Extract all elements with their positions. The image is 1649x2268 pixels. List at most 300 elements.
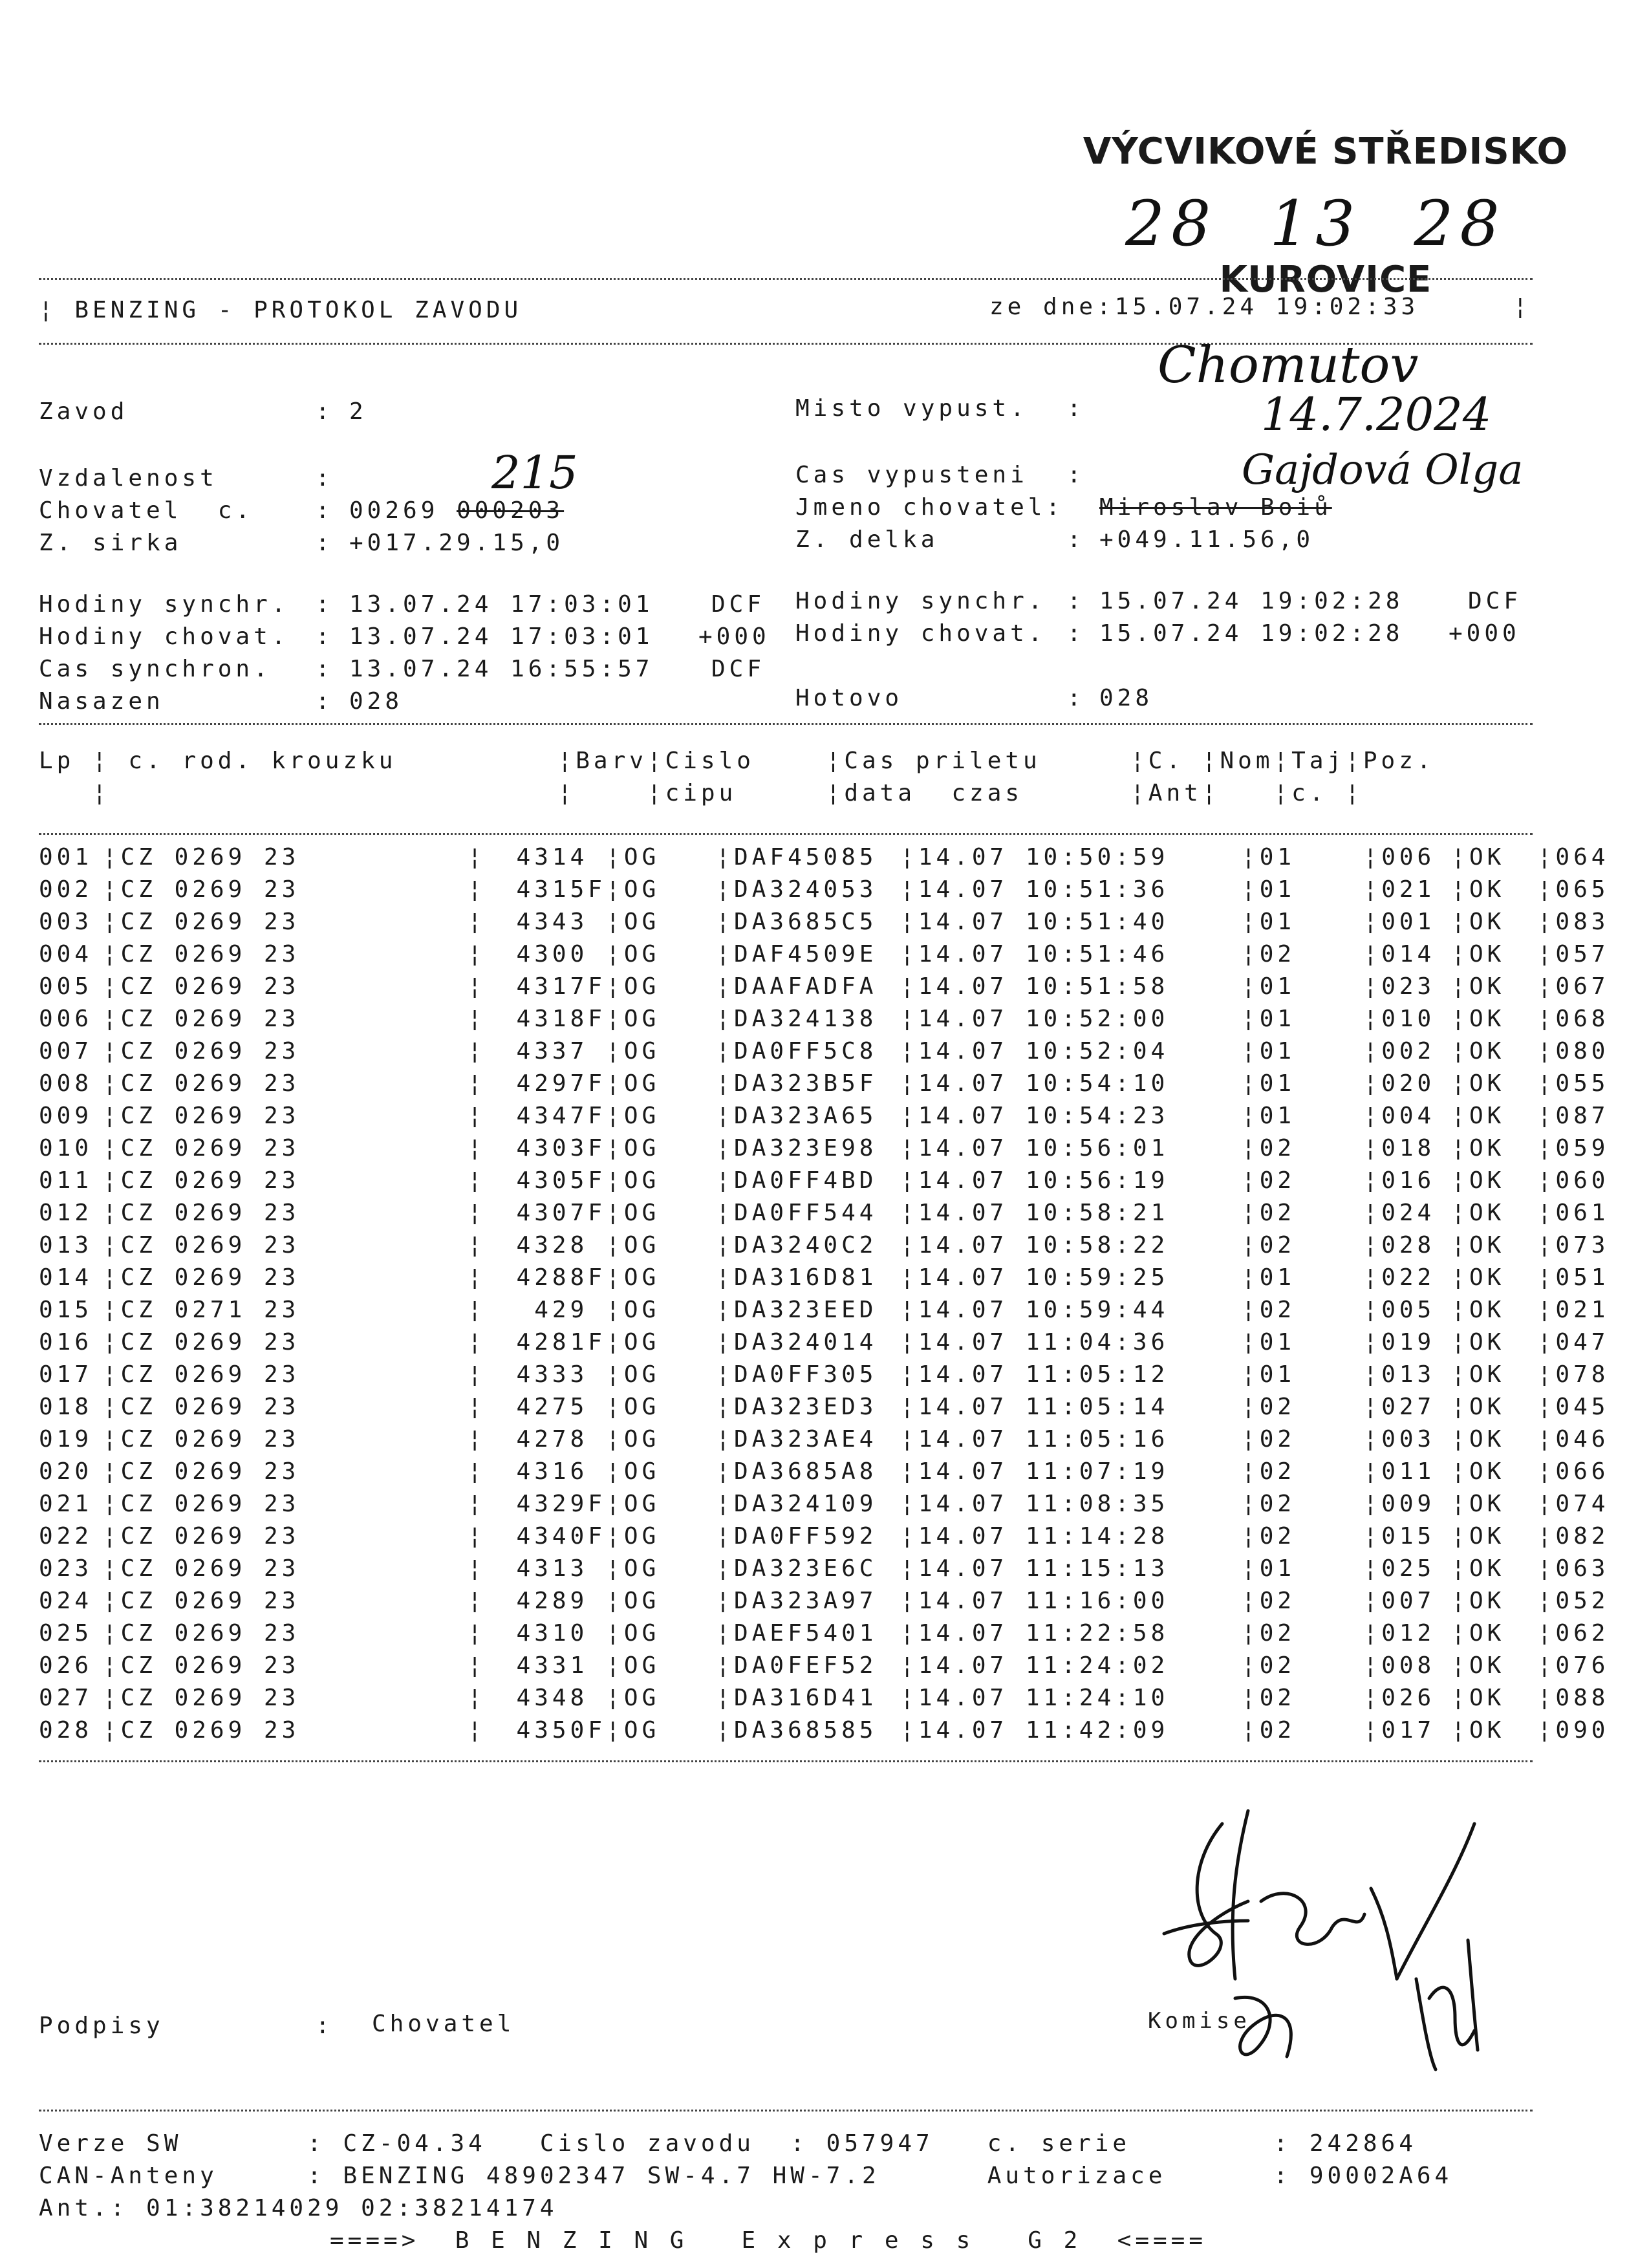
cell-ring-prefix: CZ 0269 23 bbox=[120, 1231, 300, 1258]
cell-ring-number: 4314 bbox=[516, 843, 606, 870]
cell-nom: 019 bbox=[1381, 1328, 1436, 1355]
cell-separator: ¦ bbox=[468, 1361, 486, 1388]
cell-separator: ¦ bbox=[1241, 1037, 1260, 1064]
cell-separator: ¦ bbox=[468, 1102, 486, 1129]
cell-antenna: 02 bbox=[1259, 1522, 1296, 1550]
cell-ring-prefix: CZ 0269 23 bbox=[120, 843, 300, 870]
cell-separator: ¦ bbox=[605, 1328, 624, 1355]
cell-separator: ¦ bbox=[1450, 1296, 1469, 1323]
cell-color: OG bbox=[623, 1393, 660, 1420]
cell-lp: 008 bbox=[39, 1070, 93, 1097]
cell-color: OG bbox=[623, 1005, 660, 1032]
cell-nom: 027 bbox=[1381, 1393, 1436, 1420]
cell-position: 051 bbox=[1555, 1264, 1610, 1291]
cell-position: 083 bbox=[1555, 908, 1610, 935]
cell-antenna: 01 bbox=[1259, 973, 1296, 1000]
cell-separator: ¦ bbox=[1537, 1134, 1556, 1161]
cell-separator: ¦ bbox=[468, 1005, 486, 1032]
sync-left-sep-2: : bbox=[316, 656, 334, 682]
cell-ring-number: 4329F bbox=[516, 1490, 606, 1517]
cell-separator: ¦ bbox=[1450, 1361, 1469, 1388]
cell-position: 063 bbox=[1555, 1555, 1610, 1582]
cell-arrival-time: 14.07 11:42:09 bbox=[918, 1716, 1169, 1744]
cell-arrival-time: 14.07 11:24:02 bbox=[918, 1652, 1169, 1679]
misto-vypust-sep: : bbox=[1067, 395, 1085, 422]
cell-separator: ¦ bbox=[1241, 1684, 1260, 1711]
cell-separator: ¦ bbox=[102, 1296, 121, 1323]
cas-vypusteni-label: Cas vypusteni bbox=[795, 462, 1028, 488]
cell-separator: ¦ bbox=[605, 1393, 624, 1420]
chovatel-struck: 000203 bbox=[457, 497, 565, 524]
cell-chip-id: DA316D41 bbox=[734, 1684, 878, 1711]
cell-separator: ¦ bbox=[605, 1619, 624, 1647]
cell-separator: ¦ bbox=[1241, 1393, 1260, 1420]
cell-arrival-time: 14.07 10:59:44 bbox=[918, 1296, 1169, 1323]
cell-separator: ¦ bbox=[468, 1522, 486, 1550]
cell-color: OG bbox=[623, 1619, 660, 1647]
cell-separator: ¦ bbox=[1363, 843, 1381, 870]
table-row bbox=[39, 1423, 1649, 1455]
cell-separator: ¦ bbox=[1450, 1005, 1469, 1032]
cell-arrival-time: 14.07 10:54:23 bbox=[918, 1102, 1169, 1129]
cell-separator: ¦ bbox=[605, 1522, 624, 1550]
cell-arrival-time: 14.07 10:50:59 bbox=[918, 843, 1169, 870]
cell-separator: ¦ bbox=[1241, 1458, 1260, 1485]
cell-separator: ¦ bbox=[1363, 1005, 1381, 1032]
cell-taj: OK bbox=[1469, 1652, 1505, 1679]
date-value: 15.07.24 19:02:33 bbox=[1114, 294, 1419, 320]
cell-arrival-time: 14.07 10:51:46 bbox=[918, 940, 1169, 967]
cell-separator: ¦ bbox=[605, 1005, 624, 1032]
cell-separator: ¦ bbox=[1450, 1716, 1469, 1744]
cell-nom: 001 bbox=[1381, 908, 1436, 935]
cell-chip-id: DA323E98 bbox=[734, 1134, 878, 1161]
cell-separator: ¦ bbox=[605, 973, 624, 1000]
cell-antenna: 02 bbox=[1259, 1393, 1296, 1420]
cell-separator: ¦ bbox=[1241, 1167, 1260, 1194]
cell-position: 062 bbox=[1555, 1619, 1610, 1647]
cell-separator: ¦ bbox=[102, 1619, 121, 1647]
cell-lp: 016 bbox=[39, 1328, 93, 1355]
cell-separator: ¦ bbox=[1537, 1684, 1556, 1711]
cell-position: 088 bbox=[1555, 1684, 1610, 1711]
cell-separator: ¦ bbox=[1241, 1231, 1260, 1258]
cell-separator: ¦ bbox=[1241, 1522, 1260, 1550]
cell-ring-number: 4278 bbox=[516, 1425, 606, 1453]
table-row bbox=[39, 1681, 1649, 1714]
cell-chip-id: DA0FF305 bbox=[734, 1361, 878, 1388]
komise-label: Komise bbox=[1148, 2008, 1251, 2034]
cell-separator: ¦ bbox=[1450, 876, 1469, 903]
cell-separator: ¦ bbox=[102, 1070, 121, 1097]
cell-separator: ¦ bbox=[468, 1716, 486, 1744]
table-row bbox=[39, 841, 1649, 873]
cell-separator: ¦ bbox=[716, 973, 734, 1000]
cell-separator: ¦ bbox=[900, 1199, 918, 1226]
footer-line-3: Ant.: 01:38214029 02:38214174 bbox=[39, 2195, 558, 2221]
cell-separator: ¦ bbox=[1363, 1587, 1381, 1614]
cell-taj: OK bbox=[1469, 1425, 1505, 1453]
cell-separator: ¦ bbox=[102, 973, 121, 1000]
cell-separator: ¦ bbox=[1363, 1490, 1381, 1517]
cell-separator: ¦ bbox=[1241, 940, 1260, 967]
protocol-date bbox=[989, 291, 1419, 323]
cell-nom: 017 bbox=[1381, 1716, 1436, 1744]
cell-lp: 002 bbox=[39, 876, 93, 903]
cell-antenna: 01 bbox=[1259, 1328, 1296, 1355]
cell-separator: ¦ bbox=[102, 940, 121, 967]
cell-separator: ¦ bbox=[900, 1684, 918, 1711]
cell-separator: ¦ bbox=[1537, 1393, 1556, 1420]
cell-nom: 016 bbox=[1381, 1167, 1436, 1194]
cell-ring-prefix: CZ 0269 23 bbox=[120, 1684, 300, 1711]
cell-separator: ¦ bbox=[605, 1167, 624, 1194]
cell-separator: ¦ bbox=[900, 876, 918, 903]
cell-antenna: 02 bbox=[1259, 1458, 1296, 1485]
sync-left-value-0: 13.07.24 17:03:01 bbox=[349, 591, 654, 618]
cell-separator: ¦ bbox=[716, 1522, 734, 1550]
cell-ring-number: 4297F bbox=[516, 1070, 606, 1097]
cell-position: 074 bbox=[1555, 1490, 1610, 1517]
cell-separator: ¦ bbox=[716, 1328, 734, 1355]
cell-separator: ¦ bbox=[716, 1716, 734, 1744]
cell-separator: ¦ bbox=[102, 1134, 121, 1161]
z-sirka-value: +017.29.15,0 bbox=[349, 530, 565, 556]
z-delka-value: +049.11.56,0 bbox=[1099, 526, 1315, 553]
cell-chip-id: DA0FEF52 bbox=[734, 1652, 878, 1679]
cell-separator: ¦ bbox=[1363, 1393, 1381, 1420]
cell-antenna: 02 bbox=[1259, 1199, 1296, 1226]
cell-taj: OK bbox=[1469, 1199, 1505, 1226]
cell-separator: ¦ bbox=[468, 1264, 486, 1291]
cell-ring-number: 4307F bbox=[516, 1199, 606, 1226]
cell-separator: ¦ bbox=[1241, 1716, 1260, 1744]
cell-antenna: 01 bbox=[1259, 908, 1296, 935]
cell-chip-id: DA3240C2 bbox=[734, 1231, 878, 1258]
cell-lp: 006 bbox=[39, 1005, 93, 1032]
cell-ring-prefix: CZ 0269 23 bbox=[120, 1490, 300, 1517]
table-row bbox=[39, 1002, 1649, 1035]
cell-separator: ¦ bbox=[1537, 1167, 1556, 1194]
cell-separator: ¦ bbox=[605, 843, 624, 870]
cell-separator: ¦ bbox=[468, 1199, 486, 1226]
cell-separator: ¦ bbox=[900, 1328, 918, 1355]
cell-nom: 013 bbox=[1381, 1361, 1436, 1388]
cell-color: OG bbox=[623, 876, 660, 903]
cell-arrival-time: 14.07 11:05:14 bbox=[918, 1393, 1169, 1420]
cell-separator: ¦ bbox=[900, 1490, 918, 1517]
table-row bbox=[39, 1649, 1649, 1681]
jmeno-chovatele-struck: Miroslav Boiů bbox=[1099, 494, 1332, 521]
cell-nom: 023 bbox=[1381, 973, 1436, 1000]
cell-taj: OK bbox=[1469, 1361, 1505, 1388]
cell-ring-number: 4288F bbox=[516, 1264, 606, 1291]
cell-arrival-time: 14.07 11:15:13 bbox=[918, 1555, 1169, 1582]
cell-arrival-time: 14.07 10:58:21 bbox=[918, 1199, 1169, 1226]
cell-ring-prefix: CZ 0269 23 bbox=[120, 1458, 300, 1485]
cell-arrival-time: 14.07 10:51:58 bbox=[918, 973, 1169, 1000]
cell-separator: ¦ bbox=[468, 908, 486, 935]
cell-antenna: 01 bbox=[1259, 1102, 1296, 1129]
cell-lp: 025 bbox=[39, 1619, 93, 1647]
cell-ring-number: 4343 bbox=[516, 908, 606, 935]
cell-color: OG bbox=[623, 1199, 660, 1226]
cell-separator: ¦ bbox=[900, 1393, 918, 1420]
cell-separator: ¦ bbox=[1241, 1652, 1260, 1679]
cell-separator: ¦ bbox=[900, 843, 918, 870]
cell-separator: ¦ bbox=[605, 1231, 624, 1258]
cell-arrival-time: 14.07 10:51:36 bbox=[918, 876, 1169, 903]
cell-position: 052 bbox=[1555, 1587, 1610, 1614]
info-rule bbox=[39, 723, 1533, 725]
cell-ring-number: 4348 bbox=[516, 1684, 606, 1711]
header-end-bar: ¦ bbox=[1513, 294, 1531, 320]
cell-chip-id: DAF4509E bbox=[734, 940, 878, 967]
cell-ring-number: 4275 bbox=[516, 1393, 606, 1420]
cell-chip-id: DA0FF4BD bbox=[734, 1167, 878, 1194]
cell-separator: ¦ bbox=[900, 1134, 918, 1161]
cell-ring-prefix: CZ 0269 23 bbox=[120, 1037, 300, 1064]
cell-separator: ¦ bbox=[605, 1361, 624, 1388]
cell-separator: ¦ bbox=[1450, 1587, 1469, 1614]
footer-line-2: CAN-Anteny : BENZING 48902347 SW-4.7 HW-7.2 Autorizace : 90002A64 bbox=[39, 2163, 1453, 2189]
cas-vypusteni-sep: : bbox=[1067, 462, 1085, 488]
cell-nom: 020 bbox=[1381, 1070, 1436, 1097]
cell-color: OG bbox=[623, 1587, 660, 1614]
cell-color: OG bbox=[623, 1555, 660, 1582]
cell-separator: ¦ bbox=[1241, 1619, 1260, 1647]
cell-ring-prefix: CZ 0269 23 bbox=[120, 1361, 300, 1388]
cell-separator: ¦ bbox=[468, 1490, 486, 1517]
chovatel-label: Chovatel c. bbox=[39, 497, 254, 524]
hotovo-label: Hotovo bbox=[795, 685, 903, 711]
table-row bbox=[39, 1035, 1649, 1067]
cell-ring-number: 4337 bbox=[516, 1037, 606, 1064]
top-rule bbox=[39, 278, 1533, 280]
cell-taj: OK bbox=[1469, 1684, 1505, 1711]
cell-separator: ¦ bbox=[1241, 1425, 1260, 1453]
cell-separator: ¦ bbox=[1363, 1264, 1381, 1291]
cell-separator: ¦ bbox=[1363, 940, 1381, 967]
cell-lp: 007 bbox=[39, 1037, 93, 1064]
cell-antenna: 02 bbox=[1259, 1134, 1296, 1161]
cell-color: OG bbox=[623, 1231, 660, 1258]
cell-separator: ¦ bbox=[1537, 1522, 1556, 1550]
cell-arrival-time: 14.07 11:07:19 bbox=[918, 1458, 1169, 1485]
cell-arrival-time: 14.07 11:14:28 bbox=[918, 1522, 1169, 1550]
cell-position: 046 bbox=[1555, 1425, 1610, 1453]
handwritten-numbers: 28 13 28 bbox=[1125, 188, 1506, 260]
cell-position: 066 bbox=[1555, 1458, 1610, 1485]
cell-color: OG bbox=[623, 1425, 660, 1453]
cell-ring-number: 4347F bbox=[516, 1102, 606, 1129]
cell-separator: ¦ bbox=[605, 1490, 624, 1517]
cell-color: OG bbox=[623, 1490, 660, 1517]
cell-separator: ¦ bbox=[1363, 1361, 1381, 1388]
cell-separator: ¦ bbox=[716, 1296, 734, 1323]
cell-nom: 003 bbox=[1381, 1425, 1436, 1453]
cell-separator: ¦ bbox=[605, 1070, 624, 1097]
cell-antenna: 02 bbox=[1259, 940, 1296, 967]
cell-separator: ¦ bbox=[1537, 940, 1556, 967]
table-row bbox=[39, 1552, 1649, 1584]
cell-separator: ¦ bbox=[605, 1684, 624, 1711]
cell-separator: ¦ bbox=[900, 1264, 918, 1291]
cell-taj: OK bbox=[1469, 1522, 1505, 1550]
cell-antenna: 02 bbox=[1259, 1425, 1296, 1453]
cell-lp: 026 bbox=[39, 1652, 93, 1679]
cell-separator: ¦ bbox=[468, 1684, 486, 1711]
sync-left-extra-2: DCF bbox=[711, 656, 766, 682]
cell-separator: ¦ bbox=[468, 940, 486, 967]
cell-antenna: 02 bbox=[1259, 1652, 1296, 1679]
results-table bbox=[39, 841, 1649, 1746]
cell-separator: ¦ bbox=[1241, 1134, 1260, 1161]
cell-chip-id: DA3685A8 bbox=[734, 1458, 878, 1485]
cell-ring-number: 4328 bbox=[516, 1231, 606, 1258]
cell-antenna: 01 bbox=[1259, 1070, 1296, 1097]
cell-arrival-time: 14.07 10:54:10 bbox=[918, 1070, 1169, 1097]
cell-position: 073 bbox=[1555, 1231, 1610, 1258]
cell-separator: ¦ bbox=[716, 1458, 734, 1485]
cell-position: 080 bbox=[1555, 1037, 1610, 1064]
sync-left-value-2: 13.07.24 16:55:57 bbox=[349, 656, 654, 682]
cell-chip-id: DAAFADFA bbox=[734, 973, 878, 1000]
cell-chip-id: DA368585 bbox=[734, 1716, 878, 1744]
cell-separator: ¦ bbox=[900, 1102, 918, 1129]
cell-separator: ¦ bbox=[900, 1425, 918, 1453]
cell-ring-number: 4303F bbox=[516, 1134, 606, 1161]
cell-separator: ¦ bbox=[102, 876, 121, 903]
table-row bbox=[39, 1261, 1649, 1293]
cell-ring-prefix: CZ 0269 23 bbox=[120, 1587, 300, 1614]
cell-antenna: 02 bbox=[1259, 1619, 1296, 1647]
cell-separator: ¦ bbox=[1363, 973, 1381, 1000]
cell-position: 090 bbox=[1555, 1716, 1610, 1744]
cell-separator: ¦ bbox=[1537, 1652, 1556, 1679]
sync-left-extra-1: +000 bbox=[698, 623, 770, 650]
cell-taj: OK bbox=[1469, 1619, 1505, 1647]
cell-separator: ¦ bbox=[468, 1296, 486, 1323]
cell-separator: ¦ bbox=[900, 1716, 918, 1744]
cell-separator: ¦ bbox=[1537, 1037, 1556, 1064]
cell-separator: ¦ bbox=[1450, 1199, 1469, 1226]
cell-antenna: 01 bbox=[1259, 843, 1296, 870]
cell-color: OG bbox=[623, 1361, 660, 1388]
cell-ring-prefix: CZ 0269 23 bbox=[120, 1167, 300, 1194]
cell-taj: OK bbox=[1469, 1167, 1505, 1194]
cell-taj: OK bbox=[1469, 1037, 1505, 1064]
sync-right-sep-1: : bbox=[1067, 620, 1085, 647]
cell-separator: ¦ bbox=[468, 1652, 486, 1679]
cell-color: OG bbox=[623, 1264, 660, 1291]
cell-separator: ¦ bbox=[1363, 876, 1381, 903]
cell-taj: OK bbox=[1469, 1070, 1505, 1097]
cell-separator: ¦ bbox=[1450, 1393, 1469, 1420]
cell-chip-id: DA323ED3 bbox=[734, 1393, 878, 1420]
cell-separator: ¦ bbox=[605, 1037, 624, 1064]
cell-nom: 004 bbox=[1381, 1102, 1436, 1129]
cell-separator: ¦ bbox=[1241, 1490, 1260, 1517]
cell-separator: ¦ bbox=[1241, 908, 1260, 935]
cell-separator: ¦ bbox=[605, 1587, 624, 1614]
cell-separator: ¦ bbox=[716, 1425, 734, 1453]
table-row bbox=[39, 1584, 1649, 1617]
cell-lp: 018 bbox=[39, 1393, 93, 1420]
cell-ring-prefix: CZ 0269 23 bbox=[120, 1134, 300, 1161]
cell-color: OG bbox=[623, 1716, 660, 1744]
cell-separator: ¦ bbox=[468, 1587, 486, 1614]
cell-separator: ¦ bbox=[468, 1458, 486, 1485]
cell-chip-id: DAF45085 bbox=[734, 843, 878, 870]
cell-separator: ¦ bbox=[900, 1070, 918, 1097]
stamp-line-1: VÝCVIKOVÉ STŘEDISKO bbox=[1083, 131, 1569, 173]
cell-separator: ¦ bbox=[716, 940, 734, 967]
cell-taj: OK bbox=[1469, 940, 1505, 967]
cell-separator: ¦ bbox=[1363, 1231, 1381, 1258]
cell-nom: 025 bbox=[1381, 1555, 1436, 1582]
cell-arrival-time: 14.07 11:22:58 bbox=[918, 1619, 1169, 1647]
cell-position: 057 bbox=[1555, 940, 1610, 967]
cell-ring-prefix: CZ 0269 23 bbox=[120, 1005, 300, 1032]
cell-taj: OK bbox=[1469, 1134, 1505, 1161]
cell-taj: OK bbox=[1469, 1458, 1505, 1485]
cell-separator: ¦ bbox=[1450, 1264, 1469, 1291]
cell-lp: 021 bbox=[39, 1490, 93, 1517]
protocol-title: ¦ BENZING - PROTOKOL ZAVODU bbox=[39, 297, 523, 323]
chovatel-signature-label: Chovatel bbox=[372, 2011, 515, 2037]
cell-nom: 014 bbox=[1381, 940, 1436, 967]
cell-separator: ¦ bbox=[1241, 1587, 1260, 1614]
cell-chip-id: DA0FF592 bbox=[734, 1522, 878, 1550]
cell-separator: ¦ bbox=[716, 1587, 734, 1614]
cell-separator: ¦ bbox=[1450, 1522, 1469, 1550]
cell-separator: ¦ bbox=[605, 908, 624, 935]
cell-separator: ¦ bbox=[1537, 1005, 1556, 1032]
cell-separator: ¦ bbox=[1363, 1037, 1381, 1064]
cell-position: 055 bbox=[1555, 1070, 1610, 1097]
sync-left-sep-1: : bbox=[316, 623, 334, 650]
sync-right-label-0: Hodiny synchr. bbox=[795, 588, 1046, 614]
cell-arrival-time: 14.07 11:04:36 bbox=[918, 1328, 1169, 1355]
cell-separator: ¦ bbox=[1363, 1070, 1381, 1097]
cell-separator: ¦ bbox=[1241, 1296, 1260, 1323]
table-row bbox=[39, 1293, 1649, 1326]
cell-antenna: 01 bbox=[1259, 1555, 1296, 1582]
cell-position: 064 bbox=[1555, 843, 1610, 870]
cell-separator: ¦ bbox=[716, 1684, 734, 1711]
cell-separator: ¦ bbox=[1450, 1134, 1469, 1161]
cell-separator: ¦ bbox=[716, 1199, 734, 1226]
cell-separator: ¦ bbox=[1537, 1361, 1556, 1388]
cell-nom: 018 bbox=[1381, 1134, 1436, 1161]
table-row bbox=[39, 873, 1649, 905]
cell-separator: ¦ bbox=[605, 1555, 624, 1582]
chovatel-number: 00269 bbox=[349, 497, 439, 524]
podpisy-sep: : bbox=[316, 2013, 334, 2039]
cell-separator: ¦ bbox=[605, 1652, 624, 1679]
cell-separator: ¦ bbox=[900, 940, 918, 967]
cell-chip-id: DA323B5F bbox=[734, 1070, 878, 1097]
cell-lp: 004 bbox=[39, 940, 93, 967]
cell-antenna: 02 bbox=[1259, 1167, 1296, 1194]
cell-chip-id: DA323A65 bbox=[734, 1102, 878, 1129]
cell-arrival-time: 14.07 11:24:10 bbox=[918, 1684, 1169, 1711]
sync-left-sep-0: : bbox=[316, 591, 334, 618]
cell-separator: ¦ bbox=[468, 1070, 486, 1097]
cell-separator: ¦ bbox=[102, 1167, 121, 1194]
cell-arrival-time: 14.07 10:56:01 bbox=[918, 1134, 1169, 1161]
